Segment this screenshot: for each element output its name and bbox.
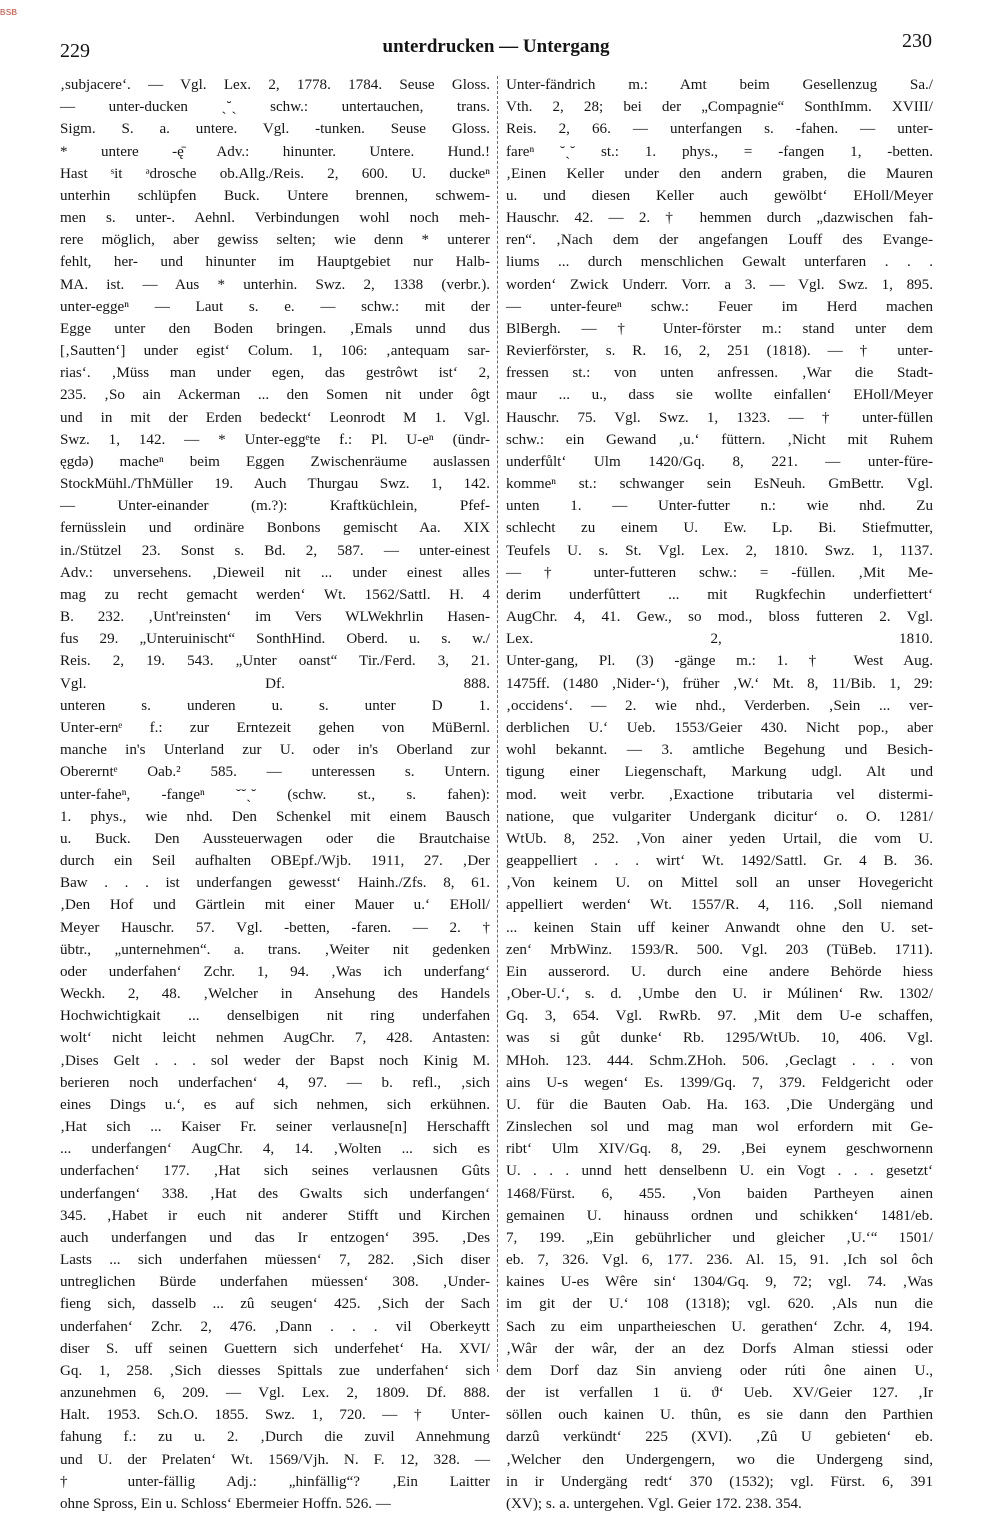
text-line: u. Buck. Den Aussteuerwagen oder die Brautchaise (60, 830, 490, 847)
text-line: unter-faheⁿ, -fangeⁿ ˘˘ˏ˘ (schw. st., s. fahen): (60, 786, 490, 803)
text-line: darzû verkündt‘ 225 (XVI). ‚Zû U gebieten‘ eb. (506, 1429, 933, 1446)
text-line: Unter-ernᵉ f.: zur Erntezeit gehen von MüBernl. (60, 719, 490, 736)
text-line: — † unter-futteren schw.: = -füllen. ‚Mit Me- (506, 564, 933, 581)
right-column (506, 74, 933, 1512)
text-line: fieng sich, dasselb ... zû seugen‘ 425. ‚Sich der Sach (60, 1296, 490, 1313)
text-line: appelliert werden‘ Wt. 1557/R. 4, 116. ‚Soll niemand (506, 897, 933, 914)
text-line: was si gůt dunke‘ Rb. 1295/WtUb. 10, 406. Vgl. (506, 1030, 933, 1047)
text-line: Halt. 1953. Sch.O. 1855. Swz. 1, 720. — † Unter- (60, 1407, 490, 1424)
text-line: in ir Undergäng redt‘ 370 (1532); vgl. Fürst. 6, 391 (506, 1473, 933, 1490)
page-header (60, 30, 932, 62)
text-line: B. 232. ‚Unt'reinsten‘ im Vers WLWekhrlin Hasen- (60, 609, 490, 626)
text-line: wolt‘ nicht leicht nehmen AugChr. 7, 428. Antasten: (60, 1030, 490, 1047)
text-line: kommeⁿ st.: schwanger sein EsNeuh. GmBettr. Vgl. (506, 476, 933, 493)
text-line: — Unter-einander (m.?): Kraftküchlein, Pfef- (60, 498, 490, 515)
text-line: gemainen U. hinauss ordnen und schikken‘ 1481/eb. (506, 1207, 933, 1224)
text-line: manche in's Unterland zur U. oder in's Oberland zur (60, 742, 490, 759)
text-line: Gq. 3, 654. Vgl. RwRb. 97. ‚Mit dem U-e schaffen, (506, 1008, 933, 1025)
text-line: schlecht zu einem U. Ew. Lp. Bi. Stiefmutter, (506, 520, 933, 537)
text-line: Weckh. 2, 48. ‚Welcher in Ansehung des Handels (60, 986, 490, 1003)
text-line: ‚Hat sich ... Kaiser Fr. seiner verlausne[n] Herschafft (60, 1119, 490, 1136)
text-line: Teufels U. s. St. Vgl. Lex. 2, 1810. Swz. 1, 1137. (506, 542, 933, 559)
text-line: untreglichen Bürde underfahen müessen‘ 308. ‚Under- (60, 1274, 490, 1291)
text-line: rere möglich, aber gewiss selten; wie denn * unterer (60, 232, 490, 249)
text-line: underfahen‘ Zchr. 2, 476. ‚Dann . . . vil Oberkeytt (60, 1318, 490, 1335)
text-line: ‚Dises Gelt . . . sol weder der Bapst noch Kinig M. (60, 1052, 490, 1069)
text-line: eb. 7, 326. Vgl. 6, 177. 236. Al. 15, 91. ‚Ich sol ôch (506, 1252, 933, 1269)
text-line: der ist verfallen 1 ü. ϑ‘ Ueb. XV/Geier 127. ‚Ir (506, 1385, 933, 1402)
text-line: ęgdə) macheⁿ beim Eggen Zwischenräume auslassen (60, 453, 490, 470)
text-line: Revierförster, s. R. 16, 2, 251 (1818). — † unter- (506, 343, 933, 360)
text-line: U. . . . unnd hett denselbenn U. ein Vogt . . . gesetzt‘ (506, 1163, 933, 1180)
text-line: underfachen‘ 177. ‚Hat sich seines verlausnen Gûts (60, 1163, 490, 1180)
text-line: Meyer Hauschr. 57. Vgl. -betten, -faren. — 2. † (60, 919, 490, 936)
text-line: Zinslechen sol und mag man wol erfordern mit Ge- (506, 1119, 933, 1136)
library-mark: BSB (0, 8, 18, 17)
text-line: MA. ist. — Aus * unterhin. Swz. 2, 1338 (verbr.). (60, 276, 490, 293)
text-line: diser S. uff seinen Guettern sich underfehet‘ Ha. XVI/ (60, 1340, 490, 1357)
text-line: underfangen‘ 338. ‚Hat des Gwalts sich underfangen‘ (60, 1185, 490, 1202)
text-line: — unter-feureⁿ schw.: Feuer im Herd machen (506, 298, 933, 315)
text-line: ohne Spross, Ein u. Schloss‘ Ebermeier Hoffn. 526. — (60, 1496, 391, 1512)
text-line: — unter-ducken ˏ˘ˏ schw.: untertauchen, trans. (60, 99, 490, 116)
text-line: ‚occidens‘. — 2. wie nhd., Verderben. ‚Sein ... ver- (506, 697, 933, 714)
text-line: ... keinen Stain uff keiner Anwandt ohne den U. set- (506, 919, 933, 936)
text-line: Lex. 2, 1810. (506, 631, 933, 648)
text-line: unteren s. underen u. s. unter D 1. (60, 697, 490, 714)
text-line: durch ein Seil aufhalten OBEpf./Wjb. 1911, 27. ‚Der (60, 853, 490, 870)
text-line: und in mit der Erden bedeckt‘ Leonrodt M 1. Vgl. (60, 409, 490, 426)
text-line: Vth. 2, 28; bei der „Compagnie“ SonthImm. XVIII/ (506, 99, 933, 116)
text-line: Hast ˢit ᵊdrosche ob.Allg./Reis. 2, 600. U. duckeⁿ (60, 165, 490, 182)
text-line: rias‘. ‚Müss man under egen, das gestrôwt ist‘ 2, (60, 365, 490, 382)
text-line: eines Dings u.‘, es auf sich nehmen, sich erkühnen. (60, 1096, 490, 1113)
text-line: ren“. ‚Nach dem der angefangen Louff des Evange- (506, 232, 933, 249)
text-line: ribt‘ Ulm XIV/Gq. 8, 29. ‚Bei eynem geschwornenn (506, 1141, 933, 1158)
text-line: BlBergh. — † Unter-förster m.: stand unter dem (506, 320, 933, 337)
text-line: in./Stützel 23. Sonst s. Bd. 2, 587. — unter-einest (60, 542, 490, 559)
text-line: ains U-s wegen‘ Es. 1399/Gq. 7, 379. Feldgericht oder (506, 1074, 933, 1091)
text-line: Adv.: unversehens. ‚Dieweil nit ... under einest alles (60, 564, 490, 581)
text-line: Hochwichtigkait ... denselbigen nit ring underfahen (60, 1008, 490, 1025)
text-line: Sigm. S. a. untere. Vgl. -tunken. Seuse Gloss. (60, 121, 490, 138)
text-line: dem Dorf daz Sin anvieng oder rúti ône ainen U., (506, 1362, 933, 1379)
text-line: berieren noch underfachen‘ 4, 97. — b. refl., ‚sich (60, 1074, 490, 1091)
text-line: anzunehmen 6, 209. — Vgl. Lex. 2, 1809. Df. 888. (60, 1385, 490, 1402)
text-line: Unter-fändrich m.: Amt beim Gesellenzug Sa./ (506, 77, 933, 93)
text-line: fehlt, her- und hinunter im Hauptgebiet nur Halb- (60, 254, 490, 271)
text-line: WtUb. 8, 252. ‚Von ainer yeden Urtail, die vom U. (506, 830, 933, 847)
text-line: fernüsslein und ordinäre Bonbons gemischt Aa. XIX (60, 520, 490, 537)
text-line: maur ... u., dass sie wollte einfallen‘ EHoll/Meyer (506, 387, 933, 404)
text-line: men s. unter-. Aehnl. Verbindungen wohl noch meh- (60, 210, 490, 227)
text-line: derblichen U.‘ Ueb. 1553/Geier 430. Nicht pop., aber (506, 719, 933, 736)
text-line: zen‘ MrbWinz. 1593/R. 500. Vgl. 203 (TüBeb. 1711). (506, 941, 933, 958)
text-line: 1475ff. (1480 ‚Nider-‘), früher ‚W.‘ Mt. 8, 11/Bib. 1, 29: (506, 675, 933, 692)
text-line: worden‘ Zwick Underr. Vorr. a 3. — Vgl. Swz. 1, 895. (506, 276, 933, 293)
text-line: kaines U-es Wêre sin‘ 1304/Gq. 9, 72; vgl. 74. ‚Was (506, 1274, 933, 1291)
text-line: StockMühl./ThMüller 19. Auch Thurgau Swz. 1, 142. (60, 476, 490, 493)
text-line: söllen ouch kainen U. thûn, es sie dann den Parthien (506, 1407, 933, 1424)
text-line: ‚Welcher den Undergengern, wo die Undergeng sind, (506, 1451, 933, 1468)
text-line: fressen st.: von unten anfressen. ‚War die Stadt- (506, 365, 933, 382)
text-line: 1468/Fürst. 6, 455. ‚Von baiden Partheyen ainen (506, 1185, 933, 1202)
text-line: Hauschr. 75. Vgl. Swz. 1, 1323. — † unter-füllen (506, 409, 933, 426)
text-line: 235. ‚So ain Ackerman ... den Somen nit under ôgt (60, 387, 490, 404)
text-line: Baw . . . ist underfangen gewesst‘ Hainh./Zfs. 8, 61. (60, 875, 490, 892)
text-line: fus 29. „Unteruinischt“ SonthHind. Oberd. u. s. w./ (60, 631, 490, 648)
text-line: U. für die Bauten Oab. Ha. 163. ‚Die Undergäng und (506, 1096, 933, 1113)
text-line: u. und diesen Keller auch gewölbt‘ EHoll/Meyer (506, 187, 933, 204)
text-line: Unter-gang, Pl. (3) -gänge m.: 1. † West Aug. (506, 653, 933, 670)
text-line: AugChr. 4, 41. Gew., so mod., bloss futteren 2. Vgl. (506, 609, 933, 626)
page-number-left: 229 (60, 40, 90, 62)
text-line: mod. weit verbr. ‚Exactione tributaria vel distermi- (506, 786, 933, 803)
text-line: underfůlt‘ Ulm 1420/Gq. 8, 221. — unter-füre- (506, 453, 933, 470)
text-line: Egge unter den Boden bringen. ‚Emals unnd dus (60, 320, 490, 337)
text-line: fareⁿ ˘ˏ˘ st.: 1. phys., = -fangen 1, -betten. (506, 143, 933, 160)
text-line: tigung einer Liegenschaft, Markung udgl. Alt und (506, 764, 933, 781)
text-line: ‚Wâr der wâr, der an dez Dorfs Alman stiessi oder (506, 1340, 933, 1357)
text-line: 1. phys., wie nhd. Den Schenkel mit einem Bausch (60, 808, 490, 825)
text-line: Lasts ... sich underfahen müessen‘ 7, 282. ‚Sich diser (60, 1252, 490, 1269)
text-line: unterhin schlüpfen Buck. Untere brennen, schwem- (60, 187, 490, 204)
page-number-right: 230 (902, 30, 932, 52)
text-line: Hauschr. 42. — 2. † hemmen durch „dazwischen fah- (506, 210, 933, 227)
text-line: (XV); s. a. untergehen. Vgl. Geier 172. 238. 354. (506, 1496, 802, 1512)
text-line: Swz. 1, 142. — * Unter-eggᵉte f.: Pl. U-eⁿ (ündr- (60, 431, 490, 448)
text-line: Gq. 1, 258. ‚Sich diesses Spittals zue underfahen‘ sich (60, 1362, 490, 1379)
text-line: schw.: ein Gewand ‚u.‘ füttern. ‚Nicht mit Ruhem (506, 431, 933, 448)
text-line: Ein ausserord. U. durch eine andere Behörde hiess (506, 963, 933, 980)
text-line: liums ... durch menschlichen Gewalt unterfaren . . . (506, 254, 933, 271)
text-line: ‚Einen Keller under den andern graben, die Mauren (506, 165, 933, 182)
text-line: auch underfangen und das Ir entzogen‘ 395. ‚Des (60, 1229, 490, 1246)
text-line: und U. der Prelaten‘ Wt. 1569/Vjh. N. F. 12, 328. — (60, 1451, 490, 1468)
text-line: ‚Den Hof und Gärtlein mit einer Mauer u.‘ EHoll/ (60, 897, 490, 914)
text-line: ‚subjacere‘. — Vgl. Lex. 2, 1778. 1784. Seuse Gloss. (60, 77, 490, 93)
text-line: ... underfangen‘ AugChr. 4, 14. ‚Wolten ... sich es (60, 1141, 490, 1158)
text-line: Sach zu eim unpartheieschen U. gerathen‘ Zchr. 4, 194. (506, 1318, 933, 1335)
text-line: Vgl. Df. 888. (60, 675, 490, 692)
text-line: [‚Sautten‘] under egist‘ Colum. 1, 106: ‚antequam sar- (60, 343, 490, 360)
text-line: fahung f.: zu u. 2. ‚Durch die zuvil Annehmung (60, 1429, 490, 1446)
text-line: † unter-fällig Adj.: „hinfällig“? ‚Ein Laitter (60, 1473, 490, 1490)
column-divider (497, 76, 498, 1372)
text-line: ‚Ober-U.‘, s. d. ‚Umbe den U. ir Múlinen‘ Rw. 1302/ (506, 986, 933, 1003)
text-line: wohl bekannt. — 3. amtliche Begehung und Besich- (506, 742, 933, 759)
text-line: 7, 199. „Ein gebührlicher und gleicher ‚U.‘“ 1501/ (506, 1229, 933, 1246)
text-line: MHoh. 123. 444. Schm.ZHoh. 506. ‚Geclagt . . . von (506, 1052, 933, 1069)
text-line: übtr., „unternehmen“. a. trans. ‚Weiter nit gedenken (60, 941, 490, 958)
text-line: geappelliert . . . wirt‘ Wt. 1492/Sattl. Gr. 4 B. 36. (506, 853, 933, 870)
left-column (60, 74, 490, 1512)
text-line: Obererntᵉ Oab.² 585. — unteressen s. Untern. (60, 764, 490, 781)
text-line: mag zu recht gemacht werden‘ Wt. 1562/Sattl. H. 4 (60, 586, 490, 603)
text-line: Reis. 2, 19. 543. „Unter oanst“ Tir./Ferd. 3, 21. (60, 653, 490, 670)
text-line: unter-eggeⁿ — Laut s. e. — schw.: mit der (60, 298, 490, 315)
text-line: unten 1. — Unter-futter n.: wie nhd. Zu (506, 498, 933, 515)
text-line: im git der U.‘ 108 (1318); vgl. 620. ‚Als nun die (506, 1296, 933, 1313)
text-line: oder underfahen‘ Zchr. 1, 94. ‚Was ich underfang‘ (60, 963, 490, 980)
text-line: ‚Von keinem U. on Mittel soll an unser Hovegericht (506, 875, 933, 892)
text-line: derim underfûttert ... mit Rugkfechin underfiettert‘ (506, 586, 933, 603)
text-line: Reis. 2, 66. — unterfangen s. -fahen. — unter- (506, 121, 933, 138)
running-title: unterdrucken — Untergang (382, 36, 610, 57)
text-line: 345. ‚Habet ir euch nit anderer Stifft und Kirchen (60, 1207, 490, 1224)
text-line: * untere -ę̄ Adv.: hinunter. Untere. Hund.! (60, 143, 490, 160)
text-line: natione, que vulgariter Undergank dicitur‘ o. O. 1281/ (506, 808, 933, 825)
